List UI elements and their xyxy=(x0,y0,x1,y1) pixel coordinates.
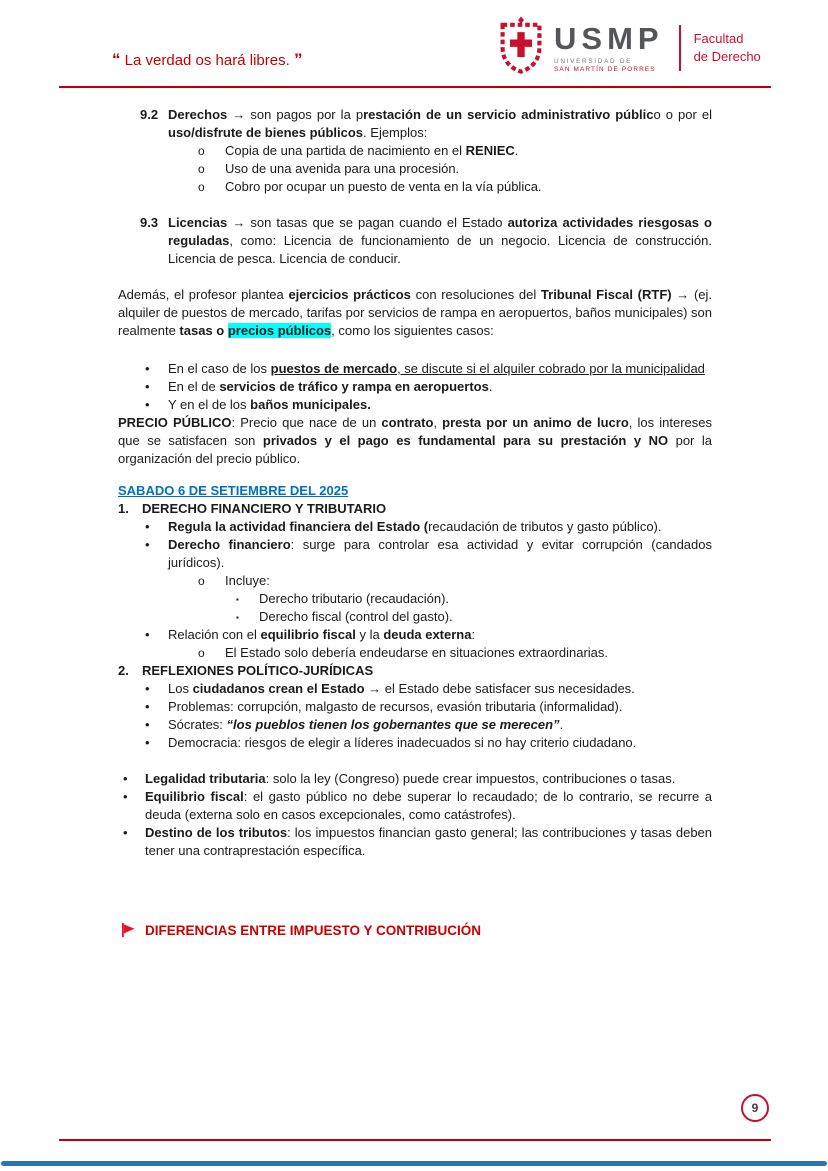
text-content xyxy=(145,771,675,786)
bullet-item xyxy=(118,378,712,396)
list-marker: • xyxy=(145,537,150,552)
sub-item xyxy=(118,160,712,178)
numbered-item-9-3 xyxy=(118,214,712,268)
paragraph xyxy=(118,414,712,468)
text-content xyxy=(225,573,270,588)
text-content xyxy=(225,161,459,176)
text-run: → son pagos por la p xyxy=(232,107,364,122)
list-marker: 9.3 xyxy=(140,215,159,230)
text-content xyxy=(225,645,608,660)
text-run: : los impuestos financian gasto general; las contribuciones y tasas deben tener una contraprestación específica. xyxy=(145,825,713,858)
bullet-item xyxy=(118,698,712,716)
text-run: → xyxy=(676,287,694,302)
university-name-line1: UNIVERSIDAD DE xyxy=(554,57,633,65)
text-content xyxy=(142,663,373,678)
text-run: deuda externa xyxy=(383,627,472,642)
text-content xyxy=(168,735,636,750)
text-content xyxy=(168,681,635,696)
header-rule xyxy=(59,86,771,88)
text-content xyxy=(225,143,518,158)
list-marker: • xyxy=(123,771,128,786)
text-run: Licencias xyxy=(168,215,233,230)
text-run: privados y el pago es fundamental para su prestación y NO xyxy=(262,433,669,448)
text-content xyxy=(168,361,705,376)
text-run: . Ejemplos: xyxy=(363,125,428,140)
text-content xyxy=(168,215,712,266)
text-run: (ej. alquiler de puestos de mercado, tarifas por servicios de rampa en aeropuertos, baños municipales) son realmente xyxy=(118,287,712,338)
list-marker: 1. xyxy=(118,501,129,516)
bullet-item xyxy=(118,788,712,824)
text-run: DERECHO FINANCIERO Y TRIBUTARIO xyxy=(142,501,387,516)
bullet-item xyxy=(118,360,712,378)
text-run: Sócrates: xyxy=(168,717,227,732)
text-run: Los xyxy=(168,681,193,696)
date-heading xyxy=(118,482,712,500)
text-run: autoriza actividades riesgosas o reguladas xyxy=(168,215,712,248)
text-content xyxy=(259,609,453,624)
text-run: , como los siguientes casos: xyxy=(331,323,494,338)
list-marker: 2. xyxy=(118,663,129,678)
sub-sub-item xyxy=(118,590,712,608)
text-content xyxy=(225,179,542,194)
bullet-item xyxy=(118,770,712,788)
document-body xyxy=(118,106,712,940)
text-content xyxy=(118,415,712,466)
bullet-item xyxy=(118,680,712,698)
university-motto xyxy=(112,50,302,70)
paragraph xyxy=(118,286,712,340)
footer-rule xyxy=(59,1139,771,1141)
list-marker: • xyxy=(145,379,150,394)
text-run: Problemas: corrupción, malgasto de recursos, evasión tributaria (informalidad). xyxy=(168,699,623,714)
list-marker: o xyxy=(198,574,205,588)
text-content xyxy=(168,397,371,412)
text-run: puestos de mercado xyxy=(270,361,398,376)
text-run: con resoluciones del xyxy=(410,287,541,302)
text-run: Tribunal Fiscal (RTF) xyxy=(540,287,677,302)
text-run: ejercicios prácticos xyxy=(288,287,411,302)
text-run: Democracia: riesgos de elegir a líderes inadecuados si no hay criterio ciudadano. xyxy=(168,735,637,750)
footer-blue-bar xyxy=(1,1161,827,1166)
text-run: : solo la ley (Congreso) puede crear impuestos, contribuciones o tasas. xyxy=(265,771,676,786)
text-run: Copia de una partida de nacimiento en el xyxy=(225,143,466,158)
list-marker: o xyxy=(198,180,205,194)
text-run: recaudación de tributos y gasto público). xyxy=(428,519,662,534)
text-content xyxy=(168,627,475,642)
text-run: uso/disfrute de bienes públicos xyxy=(168,125,364,140)
text-content xyxy=(168,379,492,394)
text-run: tasas o xyxy=(179,323,228,338)
text-run: REFLEXIONES POLÍTICO-JURÍDICAS xyxy=(142,663,374,678)
text-run: Incluye: xyxy=(225,573,270,588)
text-run: Derecho tributario (recaudación). xyxy=(259,591,450,606)
text-run: . xyxy=(514,143,519,158)
sub-item xyxy=(118,644,712,662)
list-marker: ▪ xyxy=(236,613,239,622)
text-run: : surge para controlar esa actividad y evitar corrupción (candados jurídicos). xyxy=(168,537,712,570)
text-run: equilibrio fiscal xyxy=(260,627,356,642)
university-name-line2: SAN MARTÍN DE PORRES xyxy=(554,65,656,73)
text-run: Y en el de los xyxy=(168,397,251,412)
bullet-item xyxy=(118,626,712,644)
faculty-label xyxy=(694,30,761,65)
flag-icon xyxy=(122,923,135,937)
text-run: por la organización del precio público. xyxy=(118,433,713,466)
text-run: restación de un servicio administrativo públic xyxy=(363,107,654,122)
faculty-line1: Facultad xyxy=(693,30,744,46)
list-marker: o xyxy=(198,144,205,158)
text-run: PRECIO PÚBLICO xyxy=(118,415,232,430)
numbered-item-1 xyxy=(118,500,712,518)
section-heading xyxy=(118,922,712,940)
text-run: Derechos xyxy=(168,107,233,122)
text-content xyxy=(168,537,712,570)
bullet-item xyxy=(118,536,712,572)
list-marker: • xyxy=(145,699,150,714)
text-run: Equilibrio fiscal xyxy=(145,789,244,804)
text-run: En el de xyxy=(168,379,220,394)
faculty-line2: de Derecho xyxy=(693,48,761,64)
text-run: , xyxy=(433,415,443,430)
text-run: o o por el xyxy=(653,107,713,122)
text-run: servicios de tráfico y rampa en aeropuertos xyxy=(219,379,489,394)
text-run: contrato xyxy=(381,415,434,430)
text-run: , como: Licencia de funcionamiento de un negocio. Licencia de construcción. Licencia de pesca. Licencia de conducir. xyxy=(168,233,712,266)
text-content xyxy=(118,483,348,498)
text-run: baños municipales. xyxy=(250,397,371,412)
list-marker: • xyxy=(145,681,150,696)
text-run: Derecho fiscal (control del gasto). xyxy=(259,609,453,624)
bullet-item xyxy=(118,734,712,752)
list-marker: • xyxy=(145,735,150,750)
text-run: ciudadanos crean el Estado xyxy=(192,681,365,696)
text-run: y la xyxy=(355,627,384,642)
text-content xyxy=(168,717,563,732)
text-run: presta por un animo de lucro xyxy=(442,415,629,430)
text-run: Legalidad tributaria xyxy=(145,771,266,786)
text-run: , se discute si el alquiler cobrado por la municipalidad xyxy=(397,361,705,376)
usmp-acronym: USMP xyxy=(554,20,664,56)
text-run: : xyxy=(471,627,476,642)
text-run: Relación con el xyxy=(168,627,261,642)
list-marker: • xyxy=(145,519,150,534)
text-run: Regula la actividad financiera del Estado ( xyxy=(168,519,429,534)
text-content xyxy=(145,923,481,938)
sub-sub-item xyxy=(118,608,712,626)
list-marker: • xyxy=(145,717,150,732)
list-marker: 9.2 xyxy=(140,107,159,122)
text-run: RENIEC xyxy=(465,143,515,158)
logo-divider xyxy=(679,25,681,71)
text-content xyxy=(145,789,712,822)
text-run: SABADO 6 DE SETIEMBRE DEL 2025 xyxy=(118,483,349,498)
page-number: 9 xyxy=(751,1101,759,1115)
usmp-shield-icon xyxy=(498,16,544,79)
sub-item xyxy=(118,572,712,590)
numbered-item-2 xyxy=(118,662,712,680)
quote-close-mark: ” xyxy=(293,50,303,69)
text-run: , los intereses que se satisfacen son xyxy=(118,415,713,448)
bullet-item xyxy=(118,518,712,536)
text-run: . xyxy=(559,717,564,732)
text-run: . xyxy=(488,379,493,394)
text-run: Destino de los tributos xyxy=(145,825,288,840)
text-run: En el caso de los xyxy=(168,361,271,376)
text-content xyxy=(168,699,622,714)
text-content xyxy=(168,107,712,140)
bullet-item xyxy=(118,824,712,860)
text-run: El Estado solo debería endeudarse en situaciones extraordinarias. xyxy=(225,645,609,660)
sub-item xyxy=(118,142,712,160)
text-content xyxy=(142,501,386,516)
page-number-badge xyxy=(741,1094,769,1122)
university-logo xyxy=(498,16,761,79)
text-run: Derecho financiero xyxy=(168,537,291,552)
list-marker: ▪ xyxy=(236,595,239,604)
text-run: precios públicos xyxy=(227,323,332,338)
list-marker: • xyxy=(145,397,150,412)
bullet-item xyxy=(118,716,712,734)
text-run: : Precio que nace de un xyxy=(231,415,382,430)
text-content xyxy=(118,287,712,338)
text-run: Además, el profesor plantea xyxy=(118,287,289,302)
motto-text: La verdad os hará libres. xyxy=(120,52,294,69)
sub-item xyxy=(118,178,712,196)
usmp-wordmark xyxy=(554,20,664,73)
text-run: Cobro por ocupar un puesto de venta en la vía pública. xyxy=(225,179,542,194)
numbered-item-9-2 xyxy=(118,106,712,142)
text-content xyxy=(145,825,712,858)
text-run: → el Estado debe satisfacer sus necesidades. xyxy=(364,681,635,696)
list-marker: o xyxy=(198,162,205,176)
list-marker: • xyxy=(123,789,128,804)
list-marker: • xyxy=(123,825,128,840)
bullet-item xyxy=(118,396,712,414)
text-content xyxy=(168,519,662,534)
text-run: : el gasto público no debe superar lo recaudado; de lo contrario, se recurre a deuda (externa solo en casos excepcionales, como catástrofes). xyxy=(145,789,713,822)
text-run: DIFERENCIAS ENTRE IMPUESTO Y CONTRIBUCIÓN xyxy=(145,923,482,938)
text-run: “los pueblos tienen los gobernantes que se merecen” xyxy=(226,717,560,732)
text-content xyxy=(259,591,449,606)
list-marker: • xyxy=(145,627,150,642)
text-run: Uso de una avenida para una procesión. xyxy=(225,161,460,176)
list-marker: o xyxy=(198,646,205,660)
text-run: → son tasas que se pagan cuando el Estado xyxy=(232,215,508,230)
list-marker: • xyxy=(145,361,150,376)
quote-open-mark: “ xyxy=(112,50,121,69)
